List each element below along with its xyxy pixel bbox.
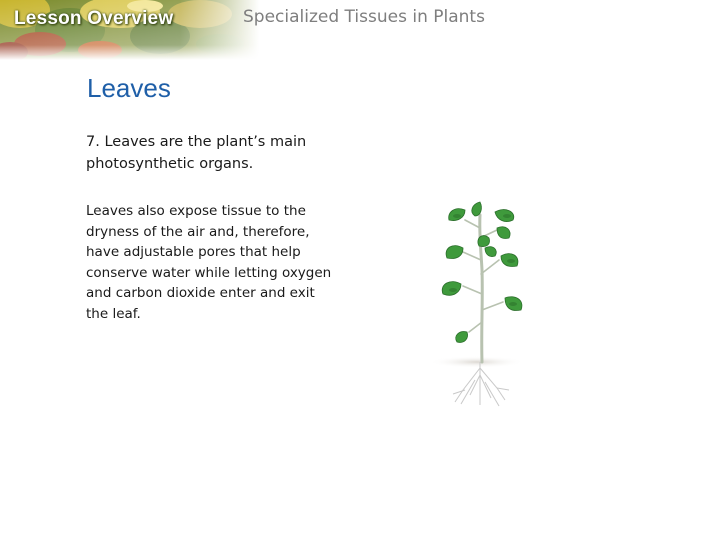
section-heading: Leaves — [87, 73, 171, 103]
detail-paragraph: Leaves also expose tissue to the dryness of the air and, therefore, have adjustable pores that help conserve water while letting oxygen and carbon dioxide enter and exit the leaf. — [86, 203, 332, 322]
key-point-text: 7. Leaves are the plant’s main photosynthetic organs. — [86, 134, 307, 172]
plant-illustration-icon — [425, 190, 535, 410]
topic-subtitle: Specialized Tissues in Plants — [243, 7, 485, 27]
lesson-overview-label: Lesson Overview — [14, 8, 174, 29]
header-banner — [0, 0, 720, 60]
